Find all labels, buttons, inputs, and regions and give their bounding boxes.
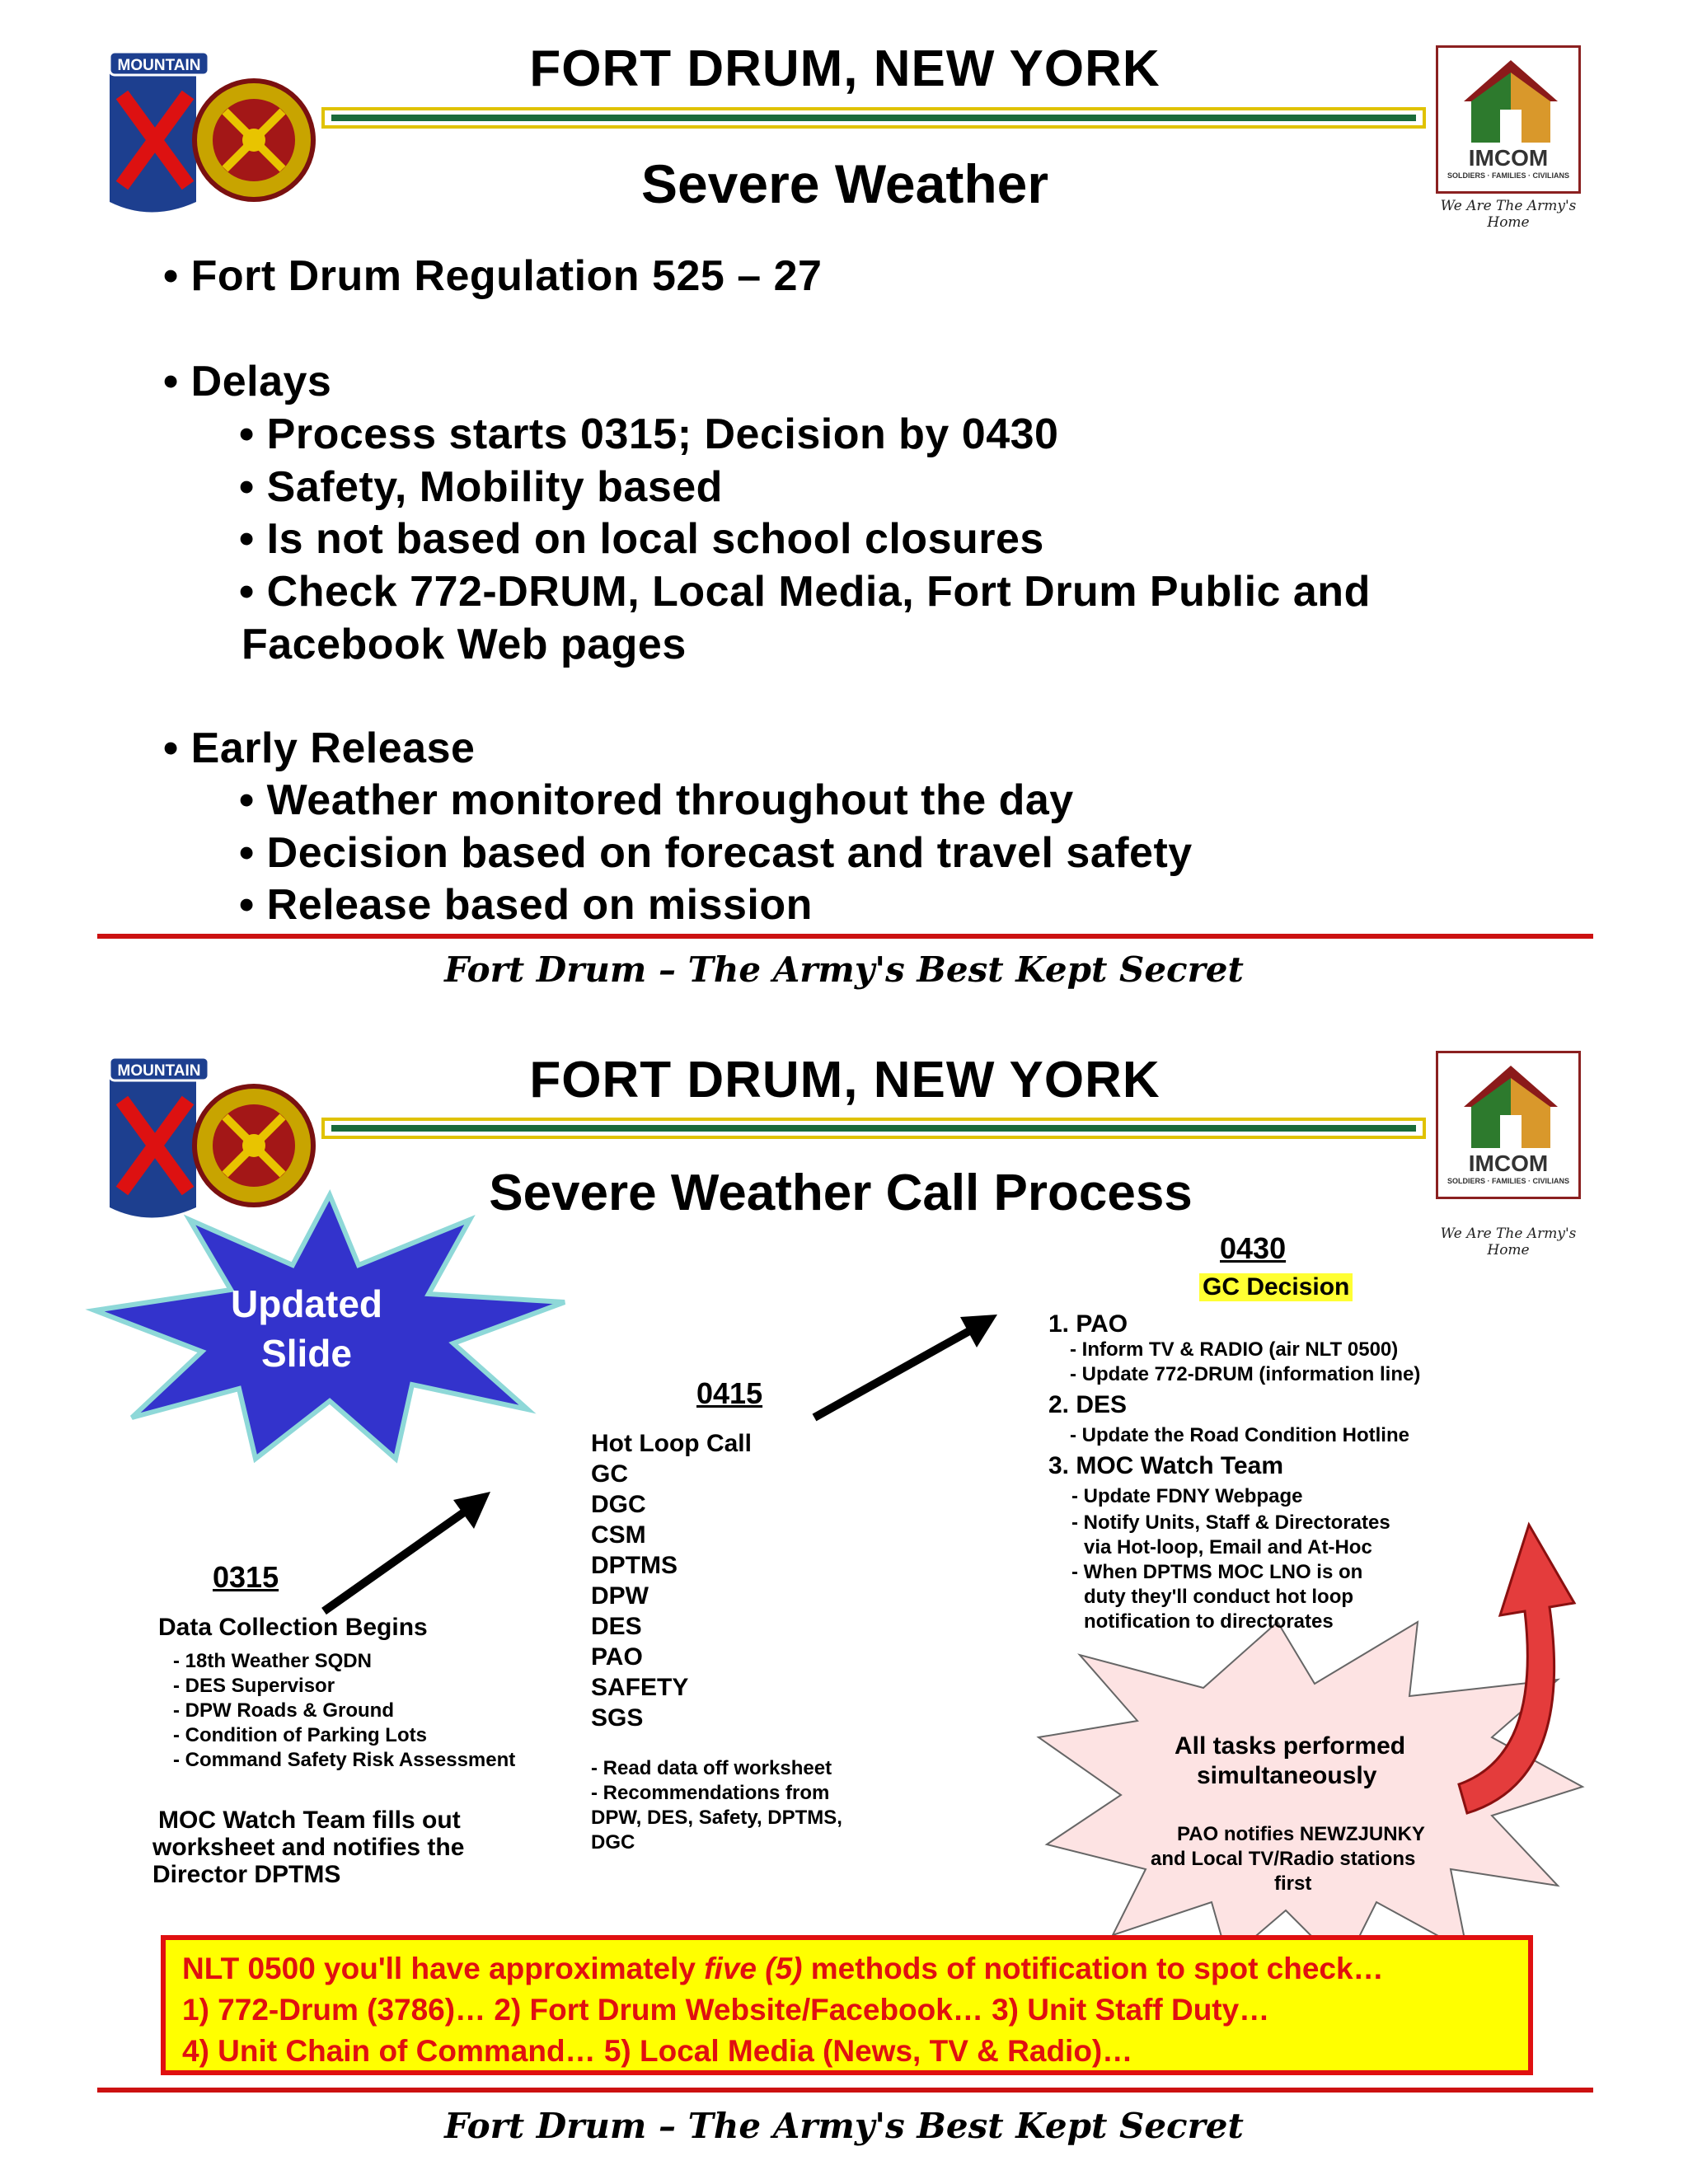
- col2-item: DES: [591, 1613, 642, 1640]
- col3-line: 2. DES: [1048, 1391, 1128, 1418]
- notice-line-1: NLT 0500 you'll have approximately five (5) methods of notification to spot check…: [182, 1952, 1384, 1985]
- sub-bullet: • Release based on mission: [239, 881, 813, 929]
- title-divider-bar: [321, 107, 1426, 129]
- starburst-line-2: Slide: [261, 1332, 352, 1375]
- col3-line: 1. PAO: [1048, 1310, 1128, 1338]
- footer-divider: [97, 2088, 1593, 2093]
- title-divider-bar: [321, 1118, 1426, 1139]
- col3-line: 3. MOC Watch Team: [1048, 1452, 1284, 1479]
- sub-bullet: • Process starts 0315; Decision by 0430: [239, 410, 1059, 458]
- col3-line: - Notify Units, Staff & Directorates: [1071, 1511, 1390, 1534]
- footer-divider: [97, 934, 1593, 939]
- imcom-sub-label: SOLDIERS · FAMILIES · CIVILIANS: [1447, 1177, 1569, 1185]
- col1-note: Director DPTMS: [152, 1861, 341, 1888]
- col1-item: - Condition of Parking Lots: [173, 1724, 427, 1746]
- sub-bullet: • Weather monitored throughout the day: [239, 776, 1074, 824]
- imcom-house-icon: [1455, 1062, 1567, 1152]
- col1-note: MOC Watch Team fills out: [158, 1807, 461, 1834]
- slide-severe-weather-call-process: [0, 1030, 1688, 2184]
- time-0315: 0315: [213, 1560, 279, 1594]
- imcom-label: IMCOM: [1468, 145, 1549, 171]
- arrow-to-0430-icon: [808, 1302, 1006, 1426]
- arrow-to-0415-icon: [317, 1479, 499, 1619]
- col3-line: - Update the Road Condition Hotline: [1070, 1424, 1409, 1446]
- imcom-house-icon: [1455, 56, 1567, 147]
- bullet-early-release: • Early Release: [163, 724, 476, 772]
- sub-bullet: • Check 772-DRUM, Local Media, Fort Drum Public and: [239, 568, 1371, 616]
- col1-item: - 18th Weather SQDN: [173, 1650, 372, 1672]
- col2-item: DPTMS: [591, 1552, 678, 1579]
- notification-methods-box: [161, 1935, 1533, 2075]
- col2-item: CSM: [591, 1521, 646, 1549]
- mountain-tab-text: MOUNTAIN: [117, 1062, 201, 1080]
- col3-line: notification to directorates: [1084, 1610, 1334, 1633]
- sub-bullet-continued: Facebook Web pages: [241, 621, 687, 668]
- col2-heading: Hot Loop Call: [591, 1430, 752, 1457]
- 10th-mountain-division-insignia-icon: [97, 45, 320, 231]
- col3-line: - When DPTMS MOC LNO is on: [1071, 1561, 1363, 1583]
- col3-line: - Inform TV & RADIO (air NLT 0500): [1070, 1338, 1399, 1361]
- page-title: FORT DRUM, NEW YORK: [529, 40, 1160, 97]
- burst-text: All tasks performed: [1175, 1732, 1406, 1760]
- notice-line-3: 4) Unit Chain of Command… 5) Local Media (News, TV & Radio)…: [182, 2034, 1133, 2068]
- col2-note: - Read data off worksheet: [591, 1757, 832, 1779]
- updated-slide-starburst: [82, 1187, 577, 1475]
- imcom-label: IMCOM: [1468, 1151, 1549, 1176]
- slide-severe-weather: [0, 0, 1688, 1030]
- col1-item: - DES Supervisor: [173, 1675, 335, 1697]
- page-title: FORT DRUM, NEW YORK: [529, 1052, 1160, 1108]
- col3-line: - Update FDNY Webpage: [1071, 1485, 1303, 1507]
- curved-arrow-icon: [1451, 1508, 1591, 1838]
- col2-note: DPW, DES, Safety, DPTMS,: [591, 1807, 842, 1829]
- col2-item: SGS: [591, 1704, 644, 1732]
- imcom-motto: We Are The Army's Home: [1440, 198, 1577, 231]
- time-0430: 0430: [1220, 1231, 1287, 1265]
- time-0415: 0415: [696, 1376, 763, 1410]
- col2-item: PAO: [591, 1643, 643, 1671]
- col3-line: - Update 772-DRUM (information line): [1070, 1363, 1421, 1385]
- slide-footer: Fort Drum – The Army's Best Kept Secret: [444, 2106, 1244, 2146]
- col2-item: SAFETY: [591, 1674, 689, 1701]
- notice-line-2: 1) 772-Drum (3786)… 2) Fort Drum Website/Facebook… 3) Unit Staff Duty…: [182, 1993, 1270, 2027]
- col1-heading: Data Collection Begins: [158, 1614, 428, 1641]
- slide-footer: Fort Drum – The Army's Best Kept Secret: [444, 949, 1244, 990]
- mountain-tab-text: MOUNTAIN: [117, 57, 201, 74]
- gc-decision-badge: GC Decision: [1199, 1273, 1353, 1301]
- col2-note: DGC: [591, 1831, 635, 1854]
- sub-bullet: • Is not based on local school closures: [239, 515, 1044, 563]
- imcom-motto: We Are The Army's Home: [1440, 1226, 1577, 1258]
- sub-bullet: • Decision based on forecast and travel safety: [239, 829, 1193, 877]
- slide-subtitle: Severe Weather: [640, 153, 1049, 214]
- col1-item: - Command Safety Risk Assessment: [173, 1749, 516, 1771]
- starburst-line-1: Updated: [231, 1282, 382, 1325]
- imcom-sub-label: SOLDIERS · FAMILIES · CIVILIANS: [1447, 171, 1569, 180]
- bullet-regulation: • Fort Drum Regulation 525 – 27: [163, 252, 823, 300]
- burst-text: and Local TV/Radio stations: [1151, 1848, 1416, 1870]
- col1-note: worksheet and notifies the: [152, 1834, 465, 1861]
- col2-item: DGC: [591, 1491, 646, 1518]
- col2-item: GC: [591, 1460, 628, 1488]
- burst-text: simultaneously: [1197, 1762, 1377, 1789]
- sub-bullet: • Safety, Mobility based: [239, 463, 723, 511]
- slide-subtitle: Severe Weather Call Process: [489, 1165, 1193, 1221]
- col3-line: duty they'll conduct hot loop: [1084, 1586, 1354, 1608]
- burst-text: first: [1274, 1872, 1312, 1895]
- imcom-logo: [1436, 45, 1581, 194]
- col2-note: - Recommendations from: [591, 1782, 830, 1804]
- burst-text: PAO notifies NEWZJUNKY: [1177, 1823, 1425, 1845]
- col3-line: via Hot-loop, Email and At-Hoc: [1084, 1536, 1372, 1558]
- imcom-logo: [1436, 1051, 1581, 1199]
- col1-item: - DPW Roads & Ground: [173, 1699, 394, 1722]
- col2-item: DPW: [591, 1582, 649, 1610]
- bullet-delays: • Delays: [163, 358, 332, 405]
